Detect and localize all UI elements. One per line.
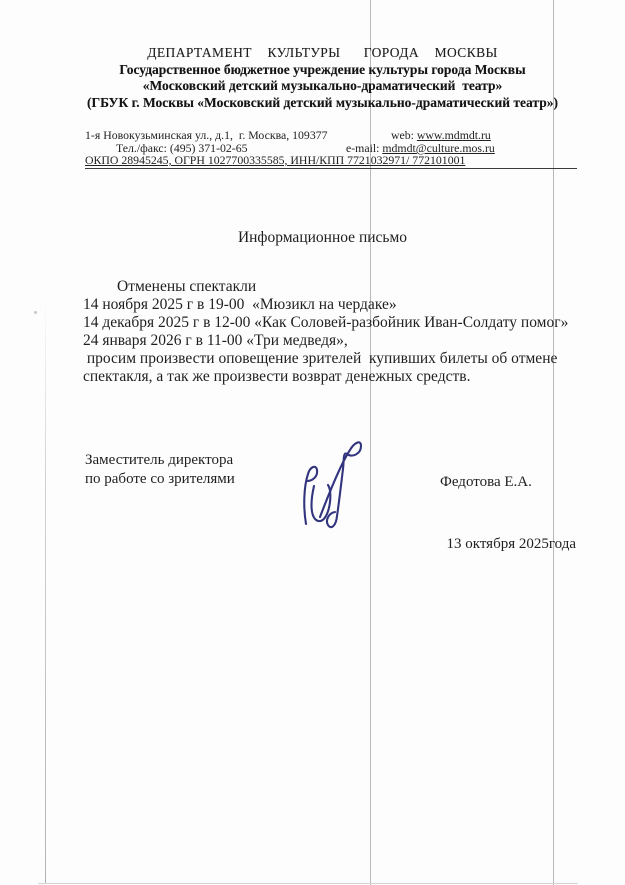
phone-line: Тел./факс: (495) 371-02-65 (116, 141, 248, 155)
web-link: www.mdmdt.ru (416, 128, 491, 142)
institution-name: Государственное бюджетное учреждение культуры города Москвы (119, 61, 526, 77)
handwritten-signature (290, 434, 374, 532)
theatre-name: «Московский детский музыкально-драматический театр» (142, 78, 503, 93)
email-link: mdmdt@culture.mos.ru (382, 141, 495, 155)
scan-speck (34, 311, 37, 314)
registration-codes-rule (85, 153, 577, 169)
body-line: 24 января 2026 г в 11-00 «Три медведя», (83, 332, 348, 349)
department-name: ДЕПАРТАМЕНТ КУЛЬТУРЫ ГОРОДА МОСКВЫ (147, 45, 498, 60)
document-date: 13 октября 2025года (446, 536, 576, 552)
scan-fold-line-right (553, 0, 554, 885)
signer-position-line: Заместитель директора (85, 452, 234, 468)
body-line: 14 ноября 2025 г в 19-00 «Мюзикл на чердаке» (83, 296, 397, 313)
letter-title: Информационное письмо (237, 229, 408, 246)
signer-position (85, 451, 235, 488)
body-line: 14 декабря 2025 г в 12-00 «Как Соловей-разбойник Иван-Солдату помог» (83, 314, 569, 331)
letter-body (83, 278, 585, 386)
address-line: 1-я Новокузьминская ул., д.1, г. Москва, 109377 (85, 128, 328, 142)
body-line: просим произвести оповещение зрителей купивших билеты об отмене (83, 350, 558, 367)
signer-position-line: по работе со зрителями (85, 470, 235, 487)
email-label: e-mail: (346, 141, 383, 155)
theatre-short-name: (ГБУК г. Москвы «Московский детский музыкально-драматический театр») (87, 94, 558, 110)
body-line: Отменены спектакли (117, 278, 257, 295)
letterhead (60, 45, 585, 111)
web-label: web: (391, 128, 417, 142)
registration-codes: ОКПО 28945245, ОГРН 1027700335585, ИНН/КПП 7721032971/ 772101001 (85, 153, 466, 167)
scan-page-edge-left (45, 295, 46, 883)
signer-name: Федотова Е.А. (440, 474, 532, 490)
scan-page-edge-bottom (38, 883, 578, 884)
body-line: спектакля, а так же произвести возврат денежных средств. (83, 368, 471, 385)
